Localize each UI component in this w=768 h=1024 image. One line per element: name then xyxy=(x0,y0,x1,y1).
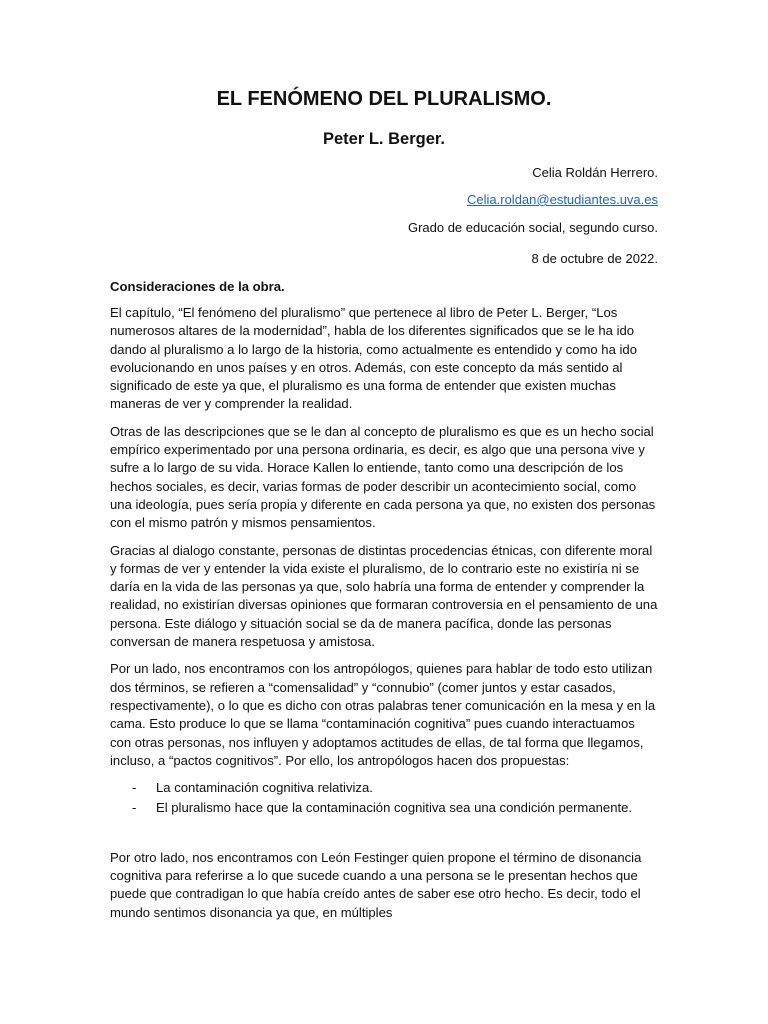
list-item-text: La contaminación cognitiva relativiza. xyxy=(156,780,373,796)
email-link[interactable]: Celia.roldan@estudiantes.uva.es xyxy=(467,192,658,207)
document-title: EL FENÓMENO DEL PLURALISMO. xyxy=(216,88,552,110)
date-line: 8 de octubre de 2022. xyxy=(531,251,658,266)
degree-line: Grado de educación social, segundo curso. xyxy=(407,220,658,235)
paragraph: Por un lado, nos encontramos con los antropólogos, quienes para hablar de todo esto utilizan dos términos, se refieren a “comensalidad” y “connubio” (comer juntos y estar casados, respectivamente), o lo que es dicho con otras palabras tener comunicación en la mesa y en la cama. Esto produce lo que se llama “contaminación cognitiva” pues cuando interactuamos con otras personas, nos influyen y adoptamos actitudes de ellas, de tal forma que llegamos, incluso, a “pactos cognitivos”. Por ello, los antropólogos hacen dos propuestas: xyxy=(110,661,656,768)
paragraph: Por otro lado, nos encontramos con León Festinger quien propone el término de disonancia cognitiva para referirse a lo que sucede cuando a una persona se le presentan hechos que puede que contradigan lo que había creído antes de saber ese otro hecho. Es decir, todo el mundo sentimos disonancia ya que, en múltiples xyxy=(110,849,642,920)
student-name: Celia Roldán Herrero. xyxy=(532,165,658,180)
paragraph: Otras de las descripciones que se le dan al concepto de pluralismo es que es un hecho social empírico experimentado por una persona ordinaria, es decir, es algo que una persona vive y sufre a lo largo de su vida. Horace Kallen lo entiende, tanto como una descripción de los hechos sociales, es decir, varias formas de poder describir un acontecimiento social, como una ideología, pues sería propia y diferente en cada persona ya que, no existen dos personas con el mismo patrón y mismos pensamientos. xyxy=(110,423,656,531)
book-author: Peter L. Berger. xyxy=(323,130,445,148)
paragraph: Gracias al dialogo constante, personas de distintas procedencias étnicas, con diferente moral y formas de ver y entender la vida existe el pluralismo, de lo contrario este no existiría ni se daría en la vida de las personas ya que, solo habría una forma de entender y comprender la realidad, no existirían diversas opiniones que formaran controversia en el pensamiento de una persona. Este diálogo y situación social se da de manera pacífica, donde las personas conversan de manera respetuosa y amistosa. xyxy=(110,542,658,650)
list-item-text: El pluralismo hace que la contaminación cognitiva sea una condición permanente. xyxy=(156,800,633,816)
spacer xyxy=(110,827,659,849)
paragraph: El capítulo, “El fenómeno del pluralismo” que pertenece al libro de Peter L. Berger, “Los numerosos altares de la modernidad”, habla de los diferentes significados que se le ha ido dando al pluralismo a lo largo de la historia, como actualmente es entendido y como ha ido evolucionando en unos países y en otros. Además, con este concepto da más sentido al significado de este ya que, el pluralismo es una forma de entender que existen muchas maneras de ver y comprender la realidad. xyxy=(110,305,637,412)
section-heading: Consideraciones de la obra. xyxy=(110,279,285,294)
proposals-list xyxy=(110,779,659,818)
list-marker: - xyxy=(132,780,137,796)
list-item xyxy=(110,779,659,797)
document-body xyxy=(110,278,659,931)
list-item xyxy=(110,799,659,817)
list-marker: - xyxy=(132,800,137,816)
